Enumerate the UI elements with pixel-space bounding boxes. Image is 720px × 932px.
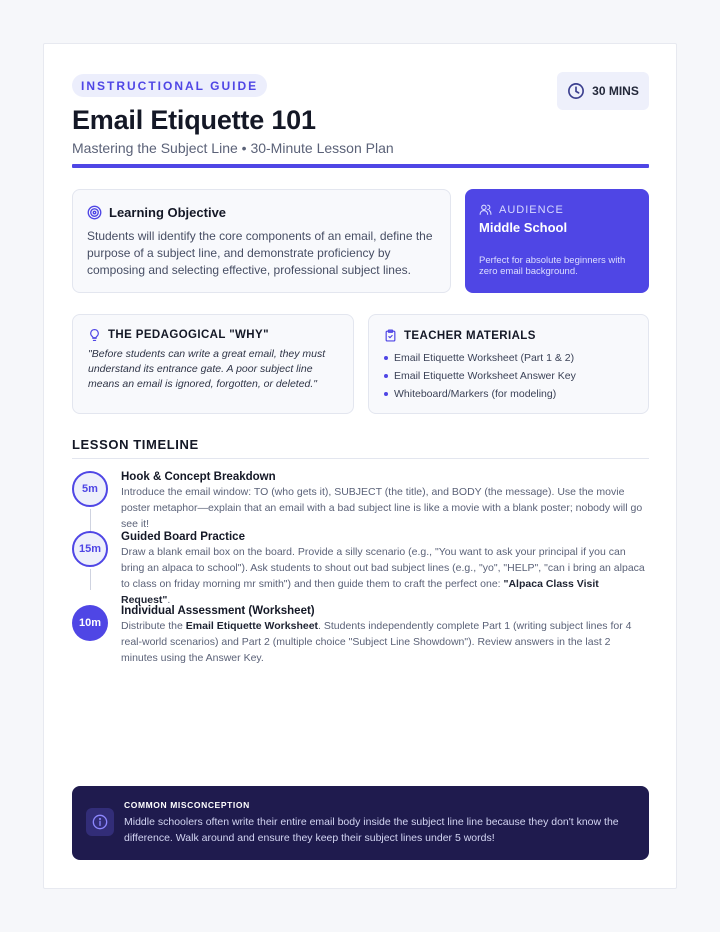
misconception-banner [72,786,649,860]
misconception-text: Middle schoolers often write their entire email body inside the subject line line because they don't know the difference. Walk around and ensure they keep their subject lines under 5 words! [124,816,619,844]
step-title: Guided Board Practice [121,531,245,543]
step-description: Introduce the email window: TO (who gets it), SUBJECT (the title), and BODY (the message). Use the movie poster metaphor—explain that an email with a bad subject line is like a movie with a blank poster; nobody will go see it! [121,486,643,530]
guide-tag: INSTRUCTIONAL GUIDE [72,74,267,97]
step-time-badge: 10m [72,605,108,641]
audience-note: Perfect for absolute beginners with zero email background. [479,255,626,277]
step-time-badge: 15m [72,531,108,567]
materials-list [384,349,633,403]
learning-objective-card [72,189,451,293]
timeline-title: LESSON TIMELINE [72,437,649,459]
highlighted-worksheet: Email Etiquette Worksheet [185,620,319,632]
pedagogical-why-card [72,314,354,414]
users-icon [479,203,492,216]
why-quote: "Before students can write a great email, they must understand its entrance gate. A poor subject line means an email is ignored, forgotten, or deleted." [88,348,326,390]
highlighted-subject-line: "Alpaca Class Visit Request" [121,578,599,606]
step-title: Hook & Concept Breakdown [121,471,276,483]
info-icon [92,814,108,830]
audience-value: Middle School [479,220,568,235]
info-icon-box [86,808,114,836]
duration-badge [557,72,649,110]
step-title: Individual Assessment (Worksheet) [121,605,315,617]
duration-text: 30 MINS [592,84,639,98]
step-time-badge: 5m [72,471,108,507]
teacher-materials-card [368,314,649,414]
materials-item: Email Etiquette Worksheet Answer Key [384,367,633,385]
objective-body: Students will identify the core components of an email, define the purpose of a subject line, and demonstrate proficiency by composing and selecting effective, professional subject lines. [87,229,433,277]
timeline-connector [90,509,91,531]
page-title: Email Etiquette 101 [72,105,316,135]
timeline-connector [90,569,91,590]
misconception-label: COMMON MISCONCEPTION [124,800,250,810]
header [72,74,649,156]
step-description: Distribute the Email Etiquette Worksheet. Students independently complete Part 1 (writing subject lines for 4 real-world scenarios) and Part 2 (multiple choice "Subject Line Showdown"). Review answers in the last 2 minutes using the Answer Key. [121,620,632,664]
lightbulb-icon [88,328,101,342]
page-subtitle: Mastering the Subject Line • 30-Minute Lesson Plan [72,140,394,156]
materials-title: TEACHER MATERIALS [404,329,536,342]
why-title: THE PEDAGOGICAL "WHY" [108,329,269,341]
audience-card [465,189,649,293]
target-icon [87,205,102,220]
header-divider [72,164,649,168]
materials-item: Whiteboard/Markers (for modeling) [384,385,633,403]
step-description: Draw a blank email box on the board. Provide a silly scenario (e.g., "You want to ask your principal if you can bring an alpaca to school"). Ask students to shout out bad subject lines (e.g., "yo", "HELP", "can i bring an alpaca to class on friday morning mr smith") and then guide them to craft the perfect one: "Alpaca Class Visit Request". [121,546,645,606]
lesson-plan-page [43,43,677,889]
clock-icon [567,82,585,100]
audience-label: AUDIENCE [499,203,564,216]
clipboard-check-icon [384,328,397,343]
materials-item: Email Etiquette Worksheet (Part 1 & 2) [384,349,633,367]
objective-title: Learning Objective [109,205,227,220]
